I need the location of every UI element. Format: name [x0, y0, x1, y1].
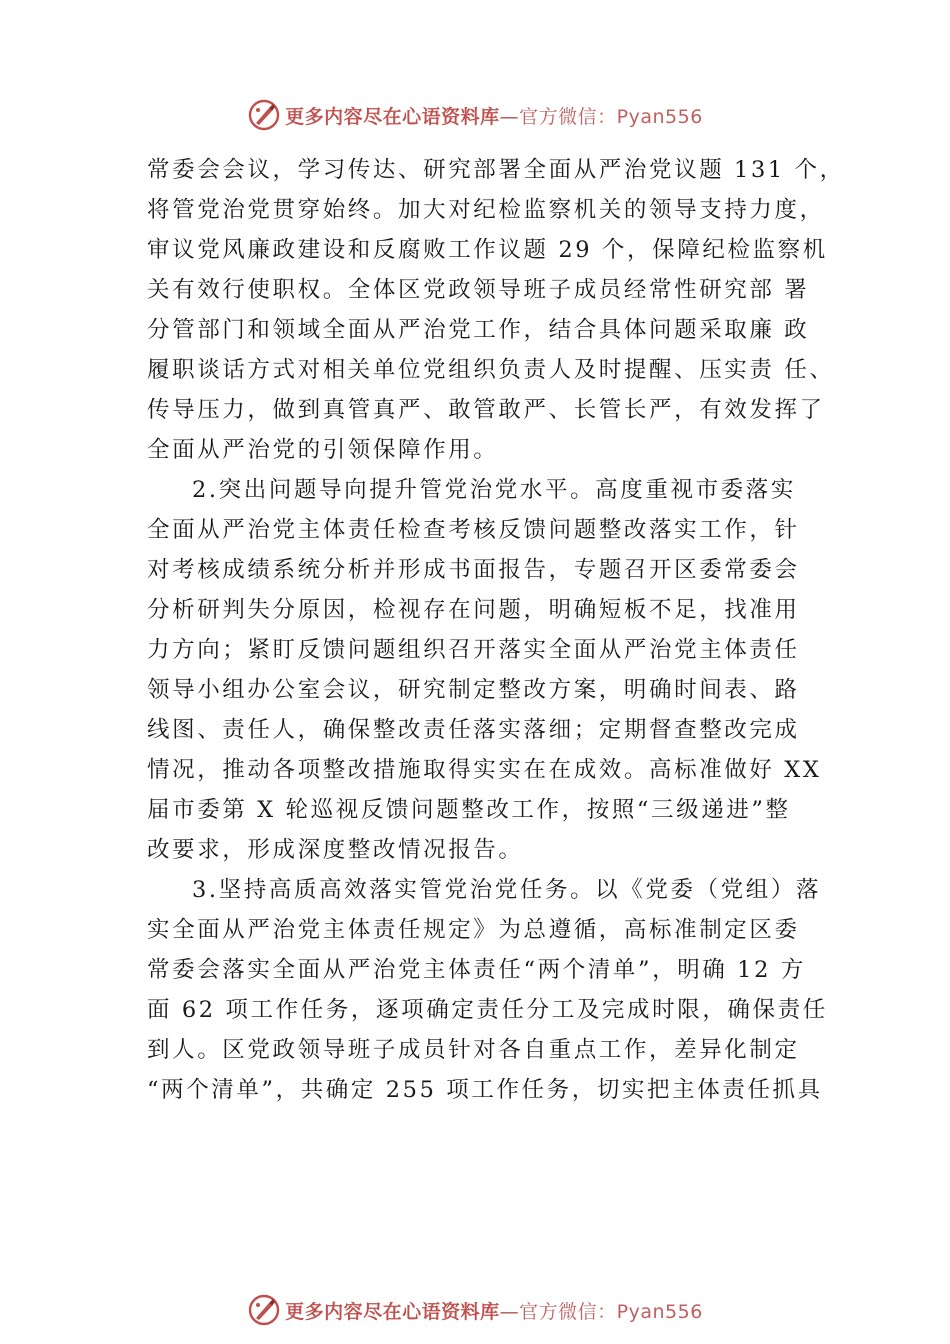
- paragraph-heading-2: 2.突出问题导向提升管党治党水平。高度重视市委落实: [192, 477, 796, 503]
- watermark-header: [0, 95, 950, 135]
- pen-circle-logo-icon: [247, 1293, 281, 1327]
- watermark-separator: —: [499, 1300, 520, 1323]
- text-line: 分管部门和领域全面从严治党工作，结合具体问题采取廉 政: [147, 317, 810, 343]
- text-line: 届市委第 X 轮巡视反馈问题整改工作，按照“三级递进”整: [147, 797, 791, 823]
- watermark-main-text: 更多内容尽在心语资料库: [285, 1300, 500, 1323]
- text-line: 传导压力，做到真管真严、敢管敢严、长管长严，有效发挥了: [147, 397, 825, 423]
- text-line: 审议党风廉政建设和反腐败工作议题 29 个，保障纪检监察机: [147, 237, 828, 263]
- text-line: 领导小组办公室会议，研究制定整改方案，明确时间表、路: [147, 677, 800, 703]
- watermark-contact: 官方微信：Pyan556: [519, 105, 703, 128]
- text-line: 情况，推动各项整改措施取得实实在在成效。高标准做好 XX: [147, 757, 822, 783]
- text-line: 到人。区党政领导班子成员针对各自重点工作，差异化制定: [147, 1037, 800, 1063]
- watermark-contact: 官方微信：Pyan556: [519, 1300, 703, 1323]
- watermark-main-text: 更多内容尽在心语资料库: [285, 105, 500, 128]
- text-line: 实全面从严治党主体责任规定》为总遵循，高标准制定区委: [147, 917, 800, 943]
- text-line: “两个清单”，共确定 255 项工作任务，切实把主体责任抓具: [147, 1077, 823, 1103]
- watermark-text: [285, 102, 703, 129]
- text-line: 履职谈话方式对相关单位党组织负责人及时提醒、压实责 任、: [147, 357, 835, 383]
- document-body: [147, 150, 845, 1110]
- watermark-separator: —: [499, 105, 520, 128]
- text-line: 面 62 项工作任务，逐项确定责任分工及完成时限，确保责任: [147, 997, 828, 1023]
- watermark-footer: [0, 1290, 950, 1330]
- text-line: 分析研判失分原因，检视存在问题，明确短板不足，找准用: [147, 597, 800, 623]
- text-line: 力方向；紧盯反馈问题组织召开落实全面从严治党主体责任: [147, 637, 800, 663]
- text-line: 全面从严治党的引领保障作用。: [147, 437, 499, 463]
- text-line: 常委会会议，学习传达、研究部署全面从严治党议题 131 个，: [147, 157, 845, 183]
- text-line: 改要求，形成深度整改情况报告。: [147, 837, 524, 863]
- text-line: 常委会落实全面从严治党主体责任“两个清单”，明确 12 方: [147, 957, 806, 983]
- paragraph-heading-3: 3.坚持高质高效落实管党治党任务。以《党委（党组）落: [192, 877, 822, 903]
- text-line: 关有效行使职权。全体区党政领导班子成员经常性研究部 署: [147, 277, 810, 303]
- text-line: 线图、责任人，确保整改责任落实落细；定期督查整改完成: [147, 717, 800, 743]
- pen-circle-logo-icon: [247, 98, 281, 132]
- text-line: 将管党治党贯穿始终。加大对纪检监察机关的领导支持力度，: [147, 197, 825, 223]
- watermark-text: [285, 1297, 703, 1324]
- text-line: 全面从严治党主体责任检查考核反馈问题整改落实工作，针: [147, 517, 800, 543]
- text-line: 对考核成绩系统分析并形成书面报告，专题召开区委常委会: [147, 557, 800, 583]
